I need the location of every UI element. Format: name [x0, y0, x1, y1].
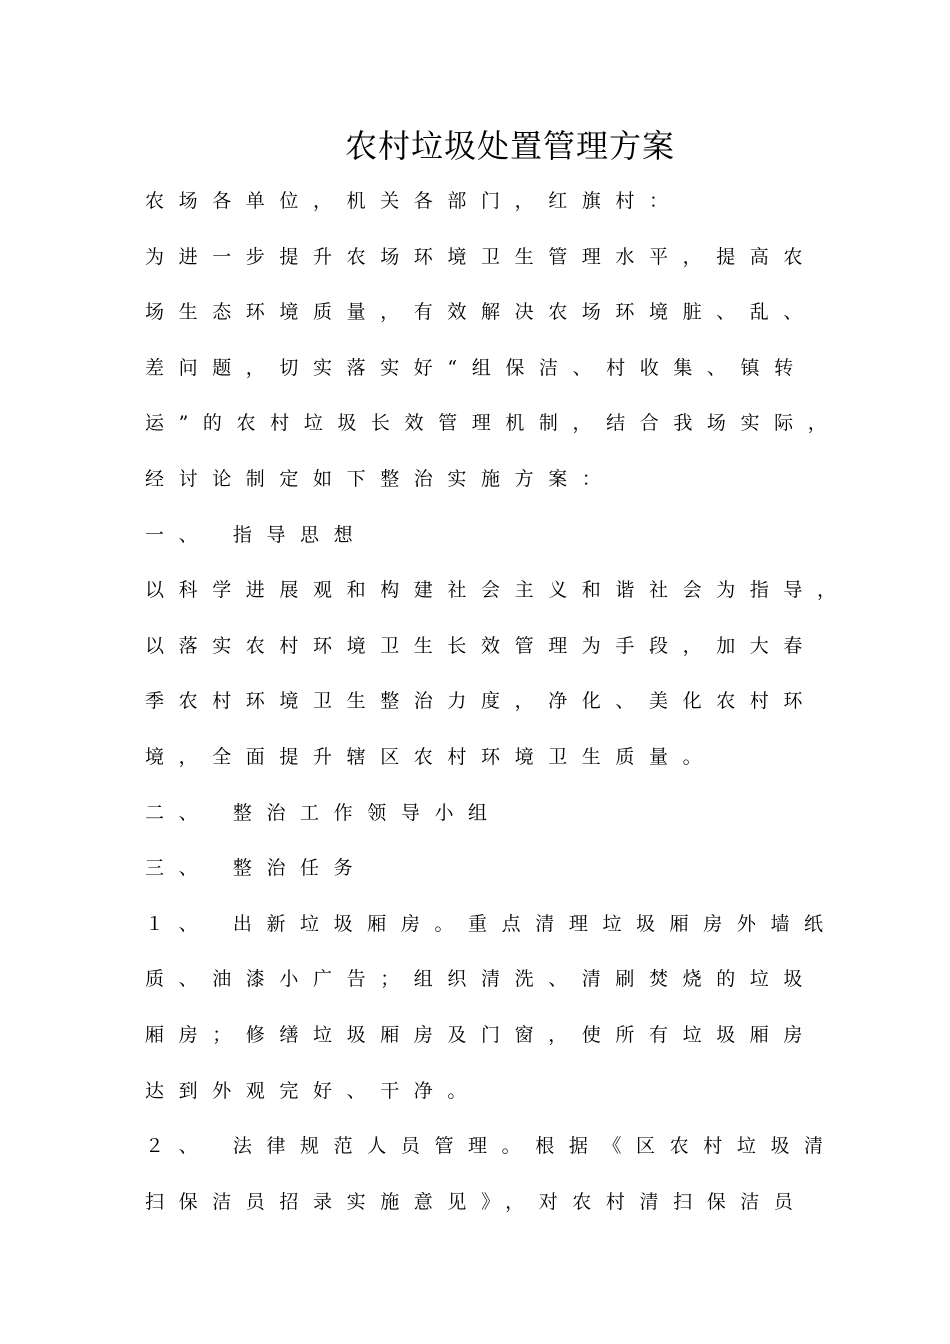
text-line: 以科学进展观和构建社会主义和谐社会为指导，	[145, 579, 851, 602]
text-line: 境，全面提升辖区农村环境卫生质量。	[145, 745, 717, 768]
text-line: 厢房；修缮垃圾厢房及门窗，使所有垃圾厢房	[145, 1023, 818, 1046]
text-line: 质、油漆小广告；组织清洗、清刷焚烧的垃圾	[145, 968, 818, 991]
text-line: 经讨论制定如下整治实施方案：	[145, 467, 616, 490]
text-line: 为进一步提升农场环境卫生管理水平，提高农	[145, 245, 818, 268]
section-heading: 二、 整治工作领导小组	[145, 801, 502, 824]
section-heading: 一、 指导思想	[145, 523, 368, 546]
text-line: 季农村环境卫生整治力度，净化、美化农村环	[145, 690, 818, 713]
text-line: ２、 法律规范人员管理。根据《区农村垃圾清	[145, 1135, 838, 1158]
text-line: 运”的农村垃圾长效管理机制，结合我场实际，	[145, 412, 842, 435]
text-line: 差问题，切实落实好“组保洁、村收集、镇转	[145, 356, 808, 379]
document-title: 农村垃圾处置管理方案	[344, 127, 675, 165]
text-line: 农场各单位，机关各部门，红旗村：	[145, 190, 683, 212]
text-line: １、 出新垃圾厢房。重点清理垃圾厢房外墙纸	[145, 912, 838, 935]
text-line: 扫保洁员招录实施意见》，对农村清扫保洁员	[145, 1190, 808, 1213]
document-body	[145, 179, 851, 1235]
text-line: 达到外观完好、干净。	[145, 1079, 482, 1102]
text-line: 场生态环境质量，有效解决农场环境脏、乱、	[145, 301, 818, 324]
section-heading: 三、 整治任务	[145, 857, 368, 880]
text-line: 以落实农村环境卫生长效管理为手段，加大春	[145, 634, 818, 657]
